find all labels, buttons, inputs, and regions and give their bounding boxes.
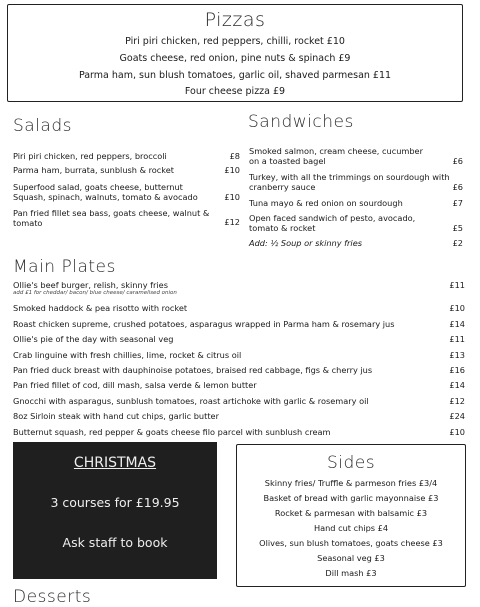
salad-item: Parma ham, burrata, sunblush & rocket xyxy=(13,165,174,175)
salad-item: Superfood salad, goats cheese, butternut xyxy=(13,182,183,192)
sandwiches-title: Sandwiches xyxy=(248,112,354,132)
main-plate-price: £13 xyxy=(449,350,465,360)
pizzas-section xyxy=(7,4,463,102)
main-plate-price: £11 xyxy=(449,280,465,290)
salad-price: £8 xyxy=(229,151,240,161)
side-item: Hand cut chips £4 xyxy=(313,523,389,533)
main-plate-item: Crab linguine with fresh chillies, lime, rocket & citrus oil xyxy=(13,350,242,360)
pizza-item: Parma ham, sun blush tomatoes, garlic oil, shaved parmesan £11 xyxy=(78,70,392,81)
salad-price: £10 xyxy=(224,165,240,175)
main-plate-item: Ollie's pie of the day with seasonal veg xyxy=(13,334,174,344)
salad-price: £10 xyxy=(224,192,240,202)
main-plate-price: £14 xyxy=(449,380,465,390)
desserts-title: Desserts xyxy=(13,587,92,607)
pizza-item: Piri piri chicken, red peppers, chilli, rocket £10 xyxy=(125,36,345,47)
main-plate-price: £10 xyxy=(449,427,465,437)
side-item: Basket of bread with garlic mayonnaise £3 xyxy=(263,493,439,503)
sandwich-price: £2 xyxy=(452,238,463,248)
main-plate-item: Roast chicken supreme, crushed potatoes, asparagus wrapped in Parma ham & rosemary jus xyxy=(13,319,395,329)
side-item: Dill mash £3 xyxy=(325,568,377,578)
sandwich-item: Turkey, with all the trimmings on sourdough with xyxy=(249,172,450,182)
main-plates-title: Main Plates xyxy=(13,257,116,277)
sandwich-item: Smoked salmon, cream cheese, cucumber xyxy=(249,146,423,156)
side-item: Olives, sun blush tomatoes, goats cheese £3 xyxy=(259,538,443,548)
christmas-title: CHRISTMAS xyxy=(73,455,157,471)
sides-section xyxy=(236,444,466,587)
sandwich-price: £6 xyxy=(452,156,463,166)
pizza-item: Goats cheese, red onion, pine nuts & spinach £9 xyxy=(119,53,351,64)
main-plate-item: 8oz Sirloin steak with hand cut chips, garlic butter xyxy=(13,411,219,421)
main-plate-note: add £1 for cheddar/ bacon/ blue cheese/ caramelised onion xyxy=(13,290,177,296)
salad-item: Piri piri chicken, red peppers, broccoli xyxy=(13,151,167,161)
pizza-item: Four cheese pizza £9 xyxy=(184,86,286,97)
main-plate-price: £11 xyxy=(449,334,465,344)
main-plate-item: Smoked haddock & pea risotto with rocket xyxy=(13,303,188,313)
sandwich-price: £5 xyxy=(452,223,463,233)
sandwich-item-line2: cranberry sauce xyxy=(249,182,316,192)
main-plate-price: £24 xyxy=(449,411,465,421)
main-plate-item: Ollie's beef burger, relish, skinny fries xyxy=(13,280,168,290)
main-plate-item: Pan fried duck breast with dauphinoise potatoes, braised red cabbage, figs & cherry jus xyxy=(13,365,373,375)
side-item: Rocket & parmesan with balsamic £3 xyxy=(274,508,428,518)
pizzas-title: Pizzas xyxy=(204,9,266,31)
sides-title: Sides xyxy=(326,453,376,473)
sandwich-item: Tuna mayo & red onion on sourdough xyxy=(249,198,403,208)
main-plate-item: Butternut squash, red pepper & goats cheese filo parcel with sunblush cream xyxy=(13,427,331,437)
main-plate-item: Gnocchi with asparagus, sunblush tomatoes, roast artichoke with garlic & rosemary oil xyxy=(13,396,369,406)
sandwich-price: £7 xyxy=(452,198,463,208)
christmas-board xyxy=(13,442,217,579)
sandwich-price: £6 xyxy=(452,182,463,192)
sandwich-item-line2: on a toasted bagel xyxy=(249,156,326,166)
main-plate-price: £12 xyxy=(449,396,465,406)
salad-item-line2: Squash, spinach, walnuts, tomato & avocado xyxy=(13,192,198,202)
sandwich-item: Open faced sandwich of pesto, avocado, xyxy=(249,213,416,223)
main-plate-price: £10 xyxy=(449,303,465,313)
christmas-cta: Ask staff to book xyxy=(62,535,168,550)
side-item: Skinny fries/ Truffle & parmeson fries £3/4 xyxy=(264,478,438,488)
salads-title: Salads xyxy=(13,116,72,136)
sandwich-item-line2: tomato & rocket xyxy=(249,223,316,233)
main-plate-price: £16 xyxy=(449,365,465,375)
side-item: Seasonal veg £3 xyxy=(317,553,385,563)
christmas-offer: 3 courses for £19.95 xyxy=(50,495,180,510)
sandwich-addon: Add: ½ Soup or skinny fries xyxy=(249,238,363,248)
salad-item-line2: tomato xyxy=(13,218,43,228)
main-plate-price: £14 xyxy=(449,319,465,329)
salad-item: Pan fried fillet sea bass, goats cheese, walnut & xyxy=(13,208,210,218)
salad-price: £12 xyxy=(224,217,240,227)
main-plate-item: Pan fried fillet of cod, dill mash, salsa verde & lemon butter xyxy=(13,380,257,390)
